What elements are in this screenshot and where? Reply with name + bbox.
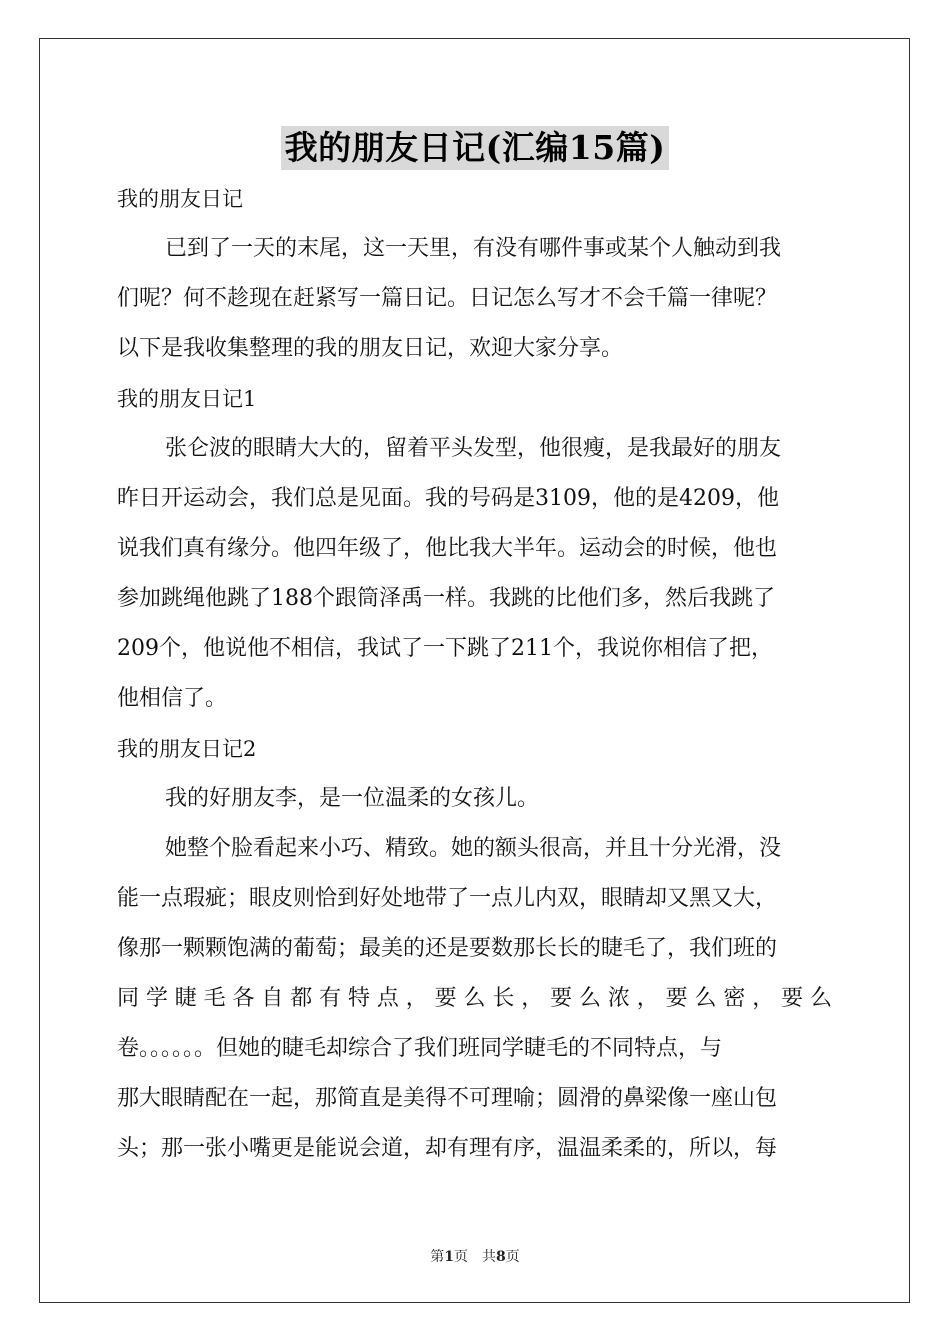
intro-line-1: 已到了一天的末尾，这一天里，有没有哪件事或某个人触动到我 [165,236,782,261]
diary1-heading: 我的朋友日记1 [117,387,257,411]
intro-heading: 我的朋友日记 [117,187,243,211]
diary2-paragraph-1: 我的好朋友李，是一位温柔的女孩儿。 [165,786,540,811]
page-current: 1 [444,1249,454,1265]
document-title: 我的朋友日记(汇编15篇) [281,126,670,170]
page-footer [0,1246,950,1266]
diary1-line-4: 参加跳绳他跳了188个跟筒泽禹一样。我跳的比他们多，然后我跳了 [117,586,775,611]
diary1-line-1: 张仑波的眼睛大大的，留着平头发型，他很瘦，是我最好的朋友 [165,436,782,461]
intro-line-3: 以下是我收集整理的我的朋友日记，欢迎大家分享。 [117,336,624,361]
diary2-line-3: 像那一颗颗饱满的葡萄；最美的还是要数那长长的睫毛了，我们班的 [117,936,778,961]
diary1-line-2: 昨日开运动会，我们总是见面。我的号码是3109，他的是4209，他 [117,486,779,511]
diary2-line-7: 头；那一张小嘴更是能说会道，却有理有序，温温柔柔的，所以，每 [117,1136,778,1161]
total-prefix: 共 [482,1249,496,1265]
page-total: 8 [496,1249,506,1265]
diary2-line-1: 她整个脸看起来小巧、精致。她的额头很高，并且十分光滑，没 [165,836,782,861]
diary2-heading: 我的朋友日记2 [117,737,257,761]
diary2-line-6: 那大眼睛配在一起，那简直是美得不可理喻；圆滑的鼻梁像一座山包 [117,1086,778,1111]
diary2-line-4: 同学睫毛各自都有特点，要么长，要么浓，要么密，要么 [117,986,832,1011]
diary1-line-6: 他相信了。 [117,686,228,711]
diary1-line-5: 209个，他说他不相信，我试了一下跳了211个，我说你相信了把， [117,636,773,661]
intro-line-2: 们呢？何不趁现在赶紧写一篇日记。日记怎么写才不会千篇一律呢？ [117,286,778,311]
title-container [0,126,950,170]
page-suffix: 页 [454,1249,468,1265]
total-suffix: 页 [505,1249,520,1265]
page-prefix: 第 [430,1249,445,1265]
diary2-line-5: 卷。。。。。。但她的睫毛却综合了我们班同学睫毛的不同特点，与 [117,1036,723,1061]
diary2-line-2: 能一点瑕疵；眼皮则恰到好处地带了一点儿内双，眼睛却又黑又大， [117,886,778,911]
document-body [117,174,832,1174]
diary1-line-3: 说我们真有缘分。他四年级了，他比我大半年。运动会的时候，他也 [117,536,778,561]
